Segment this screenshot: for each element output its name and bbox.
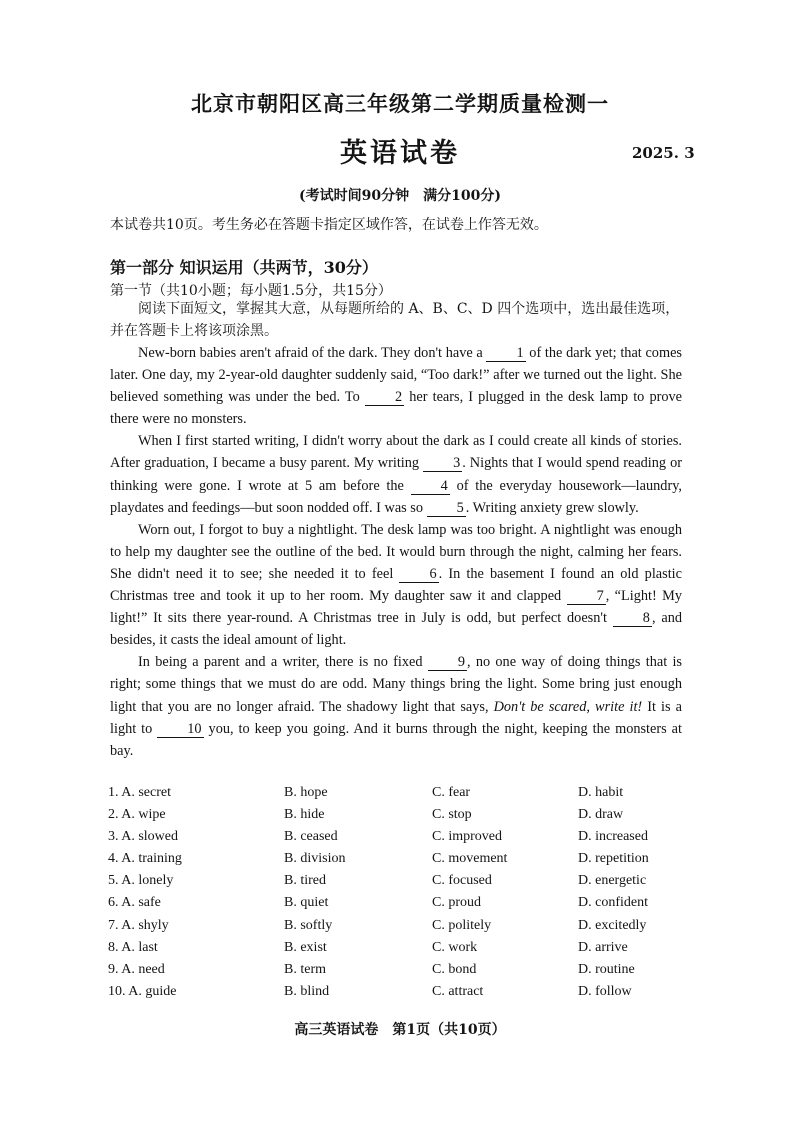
option-c: C. fear [432,785,471,800]
text: , no one way of doing things that is right; some things that we must do are odd. Many things bring the light. Some bring just enough light that you are no longer afraid. The shadowy light that says, [110,654,682,715]
option-row [108,807,688,829]
text: , and besides, it casts the ideal amount of light. [110,610,682,649]
option-d: D. routine [578,961,635,977]
paragraph-3 [110,519,682,652]
option-c: C. work [432,939,478,955]
text: her tears, I plugged in the desk lamp to prove there were no monsters. [110,389,682,428]
option-b: B. hide [284,807,325,823]
option-a: 9. A. need [108,961,165,977]
option-b: B. tired [284,873,326,889]
text: When I first started writing, I didn't worry about the dark as I could create all kinds of stories. After graduation, I became a busy parent. My writing [110,433,682,472]
blank-2: 2 [365,390,404,406]
option-b: B. ceased [284,829,338,845]
blank-1: 1 [486,346,525,362]
option-d: D. excitedly [578,917,647,933]
text: of the dark yet; that comes later. One day, my 2-year-old daughter suddenly said, “Too dark!” after we turned out the light. She believed something was under the bed. To [110,345,682,406]
section-instruction: 阅读下面短文，掌握其大意，从每题所给的 A、B、C、D 四个选项中，选出最佳选项，并在答题卡上将该项涂黑。 [110,301,680,339]
option-a: 7. A. shyly [108,917,169,933]
exam-header: 北京市朝阳区高三年级第二学期质量检测一 [191,91,609,116]
paragraph-2 [110,430,682,518]
blank-10: 10 [157,722,203,738]
text: In being a parent and a writer, there is no fixed [138,654,428,671]
paragraph-1 [110,342,682,430]
page-footer: 高三英语试卷 第1页（共10页） [294,1022,506,1038]
option-row [108,829,688,851]
text: of the everyday housework—laundry, playdates and feedings—but soon nodded off. I was so [110,477,683,516]
option-row [108,873,688,895]
option-b: B. quiet [284,895,329,911]
italic-text: Don't be scared, write it! [493,698,643,715]
text: . In the basement I found an old plastic Christmas tree and took it up to her room. My daughter saw it and clapped [110,565,682,605]
text: Worn out, I forgot to buy a nightlight. The desk lamp was too bright. A nightlight was enough to help my daughter see the outline of the bed. It would burn through the night, calming her fears. She didn't need it to see; she needed it to feel [110,521,682,582]
paragraph-4 [110,651,682,761]
option-a: 5. A. lonely [108,873,174,889]
part-heading: 第一部分 知识运用（共两节，30分） [110,258,378,277]
option-row [108,984,688,1006]
option-b: B. softly [284,917,333,933]
option-a: 8. A. last [108,939,158,955]
blank-6: 6 [399,567,438,583]
option-b: B. division [284,851,346,867]
option-row [108,940,688,962]
option-c: C. bond [432,961,477,977]
option-d: D. increased [578,829,648,845]
text: New-born babies aren't afraid of the dark. They don't have a [138,345,487,361]
option-b: B. term [284,961,326,977]
exam-time-info: (考试时间90分钟 满分100分) [299,188,501,204]
option-c: C. improved [432,829,502,845]
option-a: 2. A. wipe [108,807,166,823]
option-row [108,895,688,917]
blank-3: 3 [423,456,462,472]
option-d: D. arrive [578,939,628,955]
option-row [108,851,688,873]
option-d: D. repetition [578,851,649,867]
blank-9: 9 [428,655,467,671]
text: . Writing anxiety grew slowly. [465,499,639,516]
option-row [108,918,688,940]
option-a: 1. A. secret [108,785,171,800]
option-c: C. focused [432,873,492,889]
blank-4: 4 [411,479,450,495]
option-c: C. proud [432,895,481,911]
options-table [108,785,688,1006]
section-heading: 第一节（共10小题；每小题1.5分，共15分） [110,283,392,299]
blank-8: 8 [613,611,652,627]
option-b: B. blind [284,983,330,999]
option-row [108,962,688,984]
option-a: 4. A. training [108,851,182,867]
option-d: D. energetic [578,873,647,889]
option-c: C. politely [432,917,492,933]
option-d: D. draw [578,807,624,823]
exam-date: 2025. 3 [632,144,695,162]
text: It is a light to [110,698,682,737]
option-d: D. follow [578,983,632,999]
exam-title: 英语试卷 [340,138,460,169]
option-c: C. attract [432,983,484,999]
option-row [108,785,688,807]
option-c: C. movement [432,851,508,867]
option-d: D. confident [578,895,648,911]
text: , “Light! My light!” It sits there year-round. A Christmas tree in July is odd, but perfect doesn't [110,588,682,627]
option-a: 3. A. slowed [108,829,178,845]
option-d: D. habit [578,785,624,800]
text: you, to keep you going. And it burns through the night, keeping the monsters at bay. [110,720,682,759]
option-c: C. stop [432,807,472,823]
option-a: 6. A. safe [108,895,161,911]
blank-5: 5 [427,501,466,517]
option-b: B. hope [284,785,328,800]
blank-7: 7 [567,589,606,605]
option-a: 10. A. guide [108,983,177,999]
text: . Nights that I would spend reading or thinking were gone. I wrote at 5 am before the [110,455,682,494]
exam-notice: 本试卷共10页。考生务必在答题卡指定区域作答，在试卷上作答无效。 [110,217,548,233]
option-b: B. exist [284,939,327,955]
cloze-passage [110,342,682,762]
